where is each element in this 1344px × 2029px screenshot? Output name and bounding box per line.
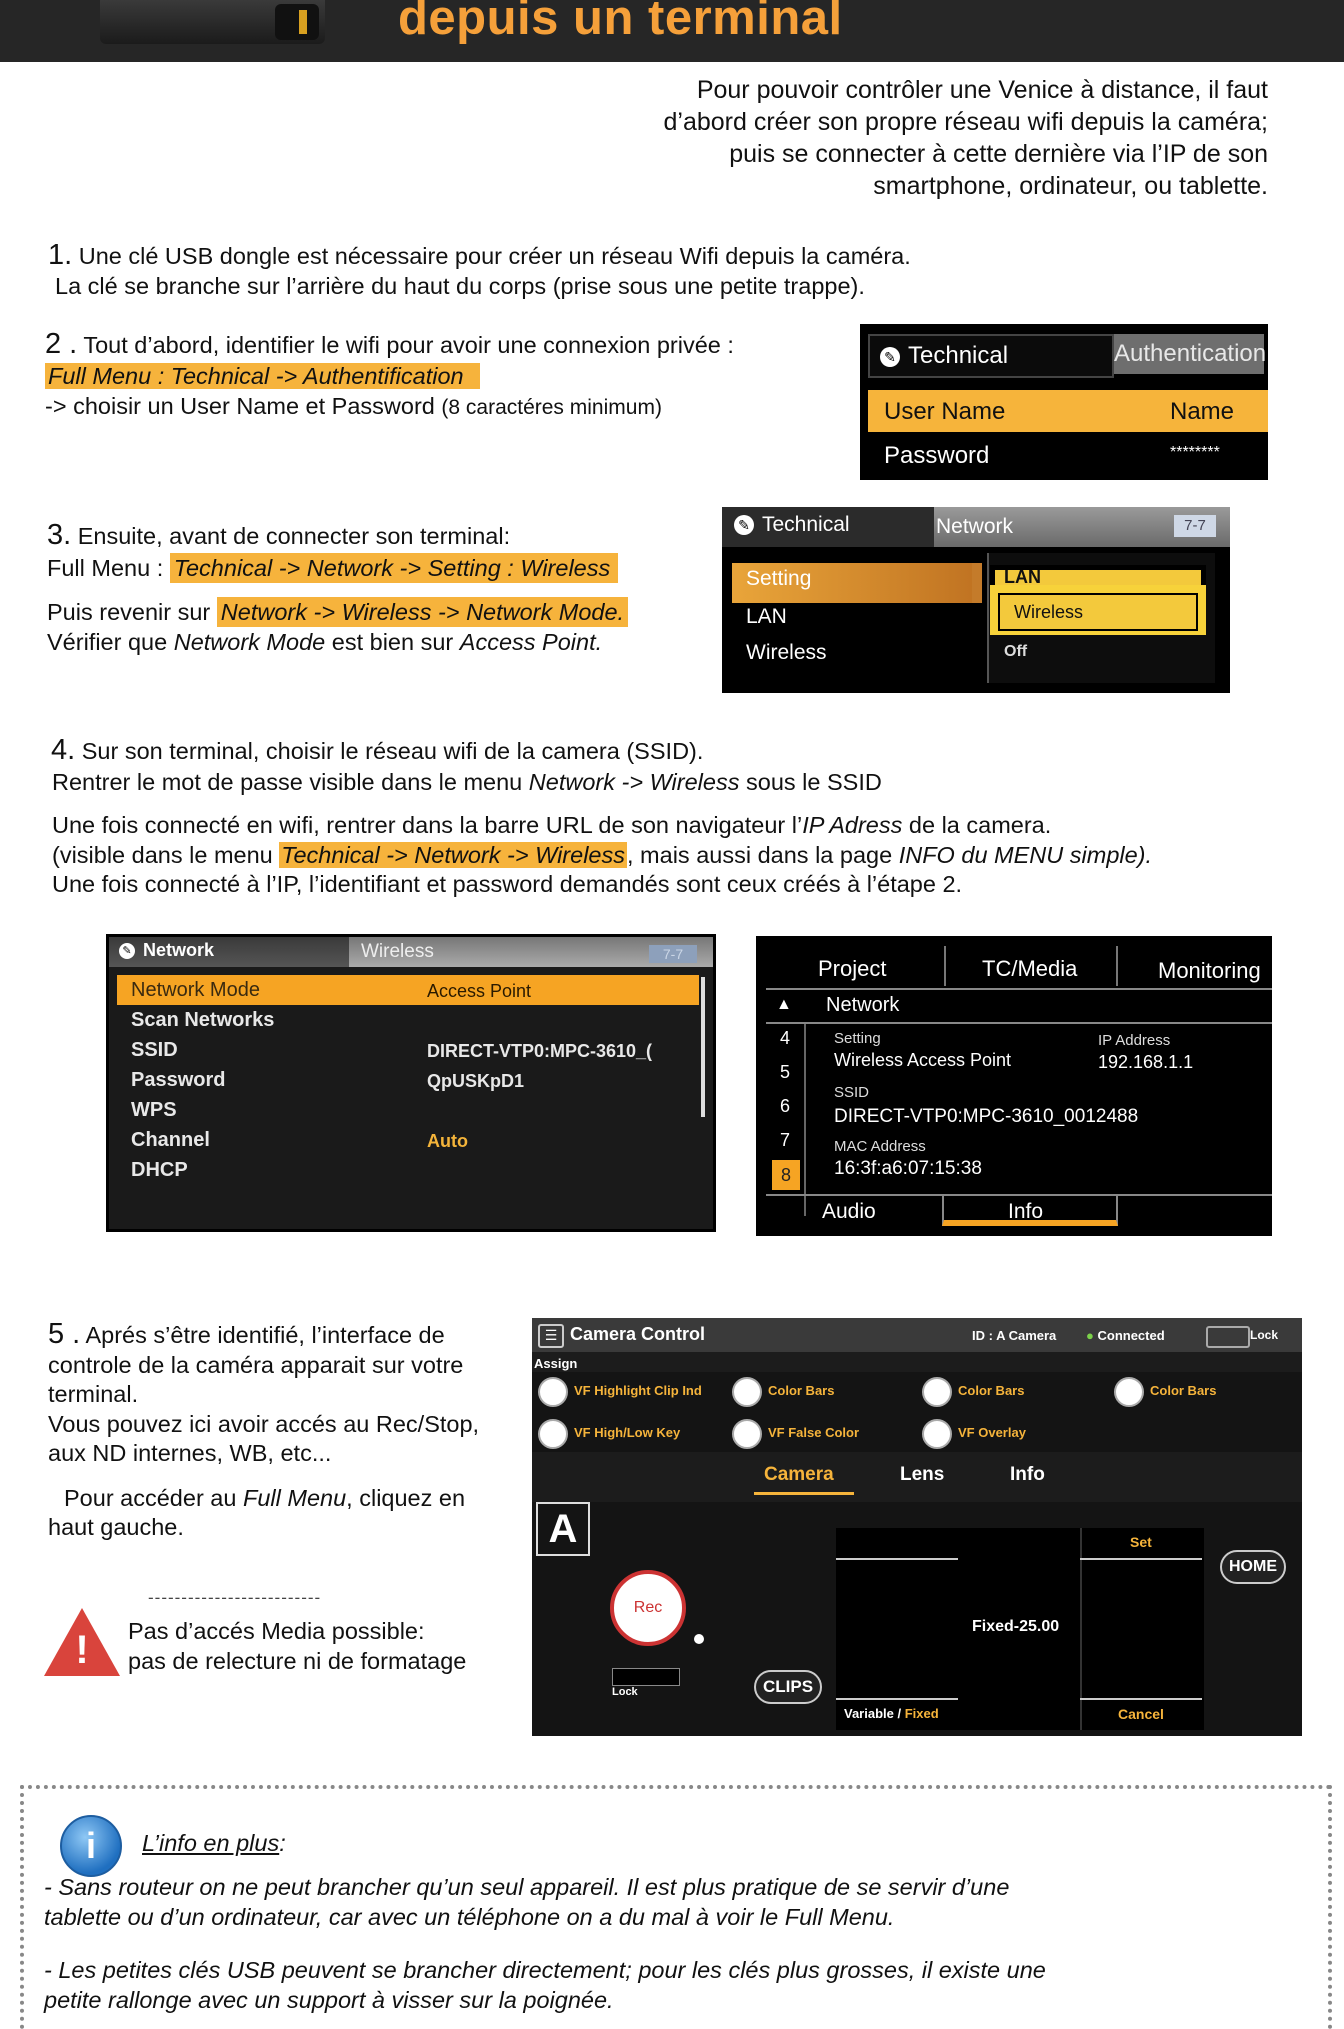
row-ssid-value: DIRECT-VTP0:MPC-3610_( — [427, 1041, 653, 1061]
tab-audio: Audio — [822, 1200, 876, 1223]
index-7: 7 — [780, 1130, 791, 1150]
step2: 2 . Tout d’abord, identifier le wifi pour avoir une connexion privée : — [45, 328, 734, 360]
title-network: ✎ Network — [119, 940, 214, 961]
assign-label: Assign — [534, 1356, 578, 1371]
rec-lock-toggle[interactable] — [612, 1668, 680, 1686]
fps-value[interactable]: Fixed-25.00 — [972, 1618, 1060, 1635]
row-network-mode-value: Access Point — [427, 981, 532, 1001]
wrench-icon: ✎ — [119, 943, 135, 959]
camera-control-screen — [532, 1318, 1302, 1736]
collapse-up-icon: ▲ — [776, 996, 792, 1013]
info-title: L’info en plus: — [142, 1830, 286, 1856]
tab-technical: ✎ Technical — [868, 334, 1114, 378]
assign-vf-false-color[interactable]: VF False Color — [732, 1416, 859, 1450]
camera-letter: A — [536, 1502, 590, 1556]
step3-line3: Puis revenir sur Network -> Wireless -> Network Mode. — [47, 597, 628, 627]
page-indicator: 7-7 — [1174, 515, 1216, 537]
section-network: Network — [826, 994, 900, 1016]
tab-project: Project — [818, 956, 887, 981]
row-password: Password ******** — [868, 434, 1268, 476]
setting-label: Setting — [834, 1030, 881, 1047]
info-p2-line1: - Les petites clés USB peuvent se brancher directement; pour les clés plus grosses, il existe une — [44, 1957, 1046, 1983]
wrench-icon: ✎ — [880, 347, 900, 367]
row-channel-value: Auto — [427, 1131, 468, 1151]
menu-item-lan: LAN — [746, 605, 787, 628]
assign-color-bars-3[interactable]: Color Bars — [1114, 1374, 1216, 1408]
row-ssid-label: SSID — [131, 1039, 178, 1061]
step1: 1. Une clé USB dongle est nécessaire pour créer un réseau Wifi depuis la caméra. — [48, 239, 911, 271]
screen-info-network — [756, 936, 1272, 1236]
step1-line2: La clé se branche sur l’arrière du haut du corps (prise sous une petite trappe). — [55, 273, 865, 299]
screen-network-wireless — [106, 934, 716, 1232]
title-wireless: Wireless — [361, 941, 434, 962]
step3: 3. Ensuite, avant de connecter son terminal: — [47, 519, 511, 551]
tab-network: Network — [936, 515, 1014, 538]
set-button[interactable]: Set — [1130, 1534, 1152, 1550]
intro-paragraph: Pour pouvoir contrôler une Venice à distance, il faut d’abord créer son propre réseau wifi depuis la caméra; puis se connecter à cette dernière via l’IP de son smartphone, ordinateur, ou tablette. — [663, 76, 1268, 200]
option-off: Off — [1004, 643, 1028, 660]
info-icon: i — [60, 1815, 122, 1877]
row-user-name: User Name Name — [868, 390, 1268, 432]
assign-vf-overlay[interactable]: VF Overlay — [922, 1416, 1026, 1450]
assign-vf-highlight[interactable]: VF Highlight Clip Ind — [538, 1374, 702, 1408]
camera-thumbnail — [100, 0, 325, 44]
row-dhcp: DHCP — [131, 1159, 188, 1181]
menu-item-setting: Setting — [746, 567, 812, 590]
lock-label: Lock — [1250, 1328, 1279, 1342]
tab-lens[interactable]: Lens — [900, 1464, 945, 1485]
cancel-button[interactable]: Cancel — [1118, 1706, 1164, 1722]
ip-label: IP Address — [1098, 1032, 1171, 1049]
info-p1-line2: tablette ou d’un ordinateur, car avec un téléphone on a du mal à voir le Full Menu. — [44, 1904, 895, 1930]
menu-item-wireless: Wireless — [746, 641, 827, 664]
warning-line1: Pas d’accés Media possible: — [128, 1618, 425, 1644]
step5: 5 . Aprés s’être identifié, l’interface de controle de la caméra apparait sur votre terminal. Vous pouvez ici avoir accés au Rec/Stop, aux ND internes, WB, etc... — [48, 1318, 480, 1466]
step3-line2: Full Menu : Technical -> Network -> Setting : Wireless — [47, 553, 618, 583]
mac-value: 16:3f:a6:07:15:38 — [834, 1158, 982, 1179]
step4: 4. Sur son terminal, choisir le réseau wifi de la camera (SSID). — [51, 734, 704, 766]
divider-dashes: -------------------------- — [148, 1588, 322, 1607]
lock-toggle[interactable] — [1206, 1326, 1250, 1348]
info-p1-line1: - Sans routeur on ne peut brancher qu’un seul appareil. Il est plus pratique de se servir d’une — [44, 1874, 1010, 1900]
row-channel-label: Channel — [131, 1129, 210, 1151]
step4-line5: Une fois connecté à l’IP, l’identifiant et password demandés sont ceux créés à l’étape 2. — [52, 871, 963, 897]
info-p2-line2: petite rallonge avec un support à visser sur la poignée. — [44, 1987, 614, 2013]
camera-id: ID : A Camera — [972, 1328, 1057, 1343]
screen-network-setting — [722, 507, 1230, 693]
row-scan-networks: Scan Networks — [131, 1009, 275, 1031]
home-button[interactable]: HOME — [1220, 1550, 1286, 1584]
step4-line3: Une fois connecté en wifi, rentrer dans la barre URL de son navigateur l’IP Adress de la camera. — [52, 812, 1052, 838]
row-password-label: Password — [131, 1069, 226, 1091]
clips-button[interactable]: CLIPS — [754, 1670, 822, 1704]
warning-line2: pas de relecture ni de formatage — [128, 1648, 467, 1674]
row-password-value: QpUSKpD1 — [427, 1071, 525, 1091]
tab-technical: ✎ Technical — [734, 513, 850, 537]
step5-full-menu-line: Pour accéder au Full Menu, cliquez en — [64, 1485, 466, 1511]
step5-line7: haut gauche. — [48, 1514, 184, 1540]
option-wireless: Wireless — [998, 593, 1198, 631]
assign-vf-high-low[interactable]: VF High/Low Key — [538, 1416, 680, 1450]
tab-authentication: Authentication — [1114, 334, 1264, 374]
tab-monitoring: Monitoring — [1158, 958, 1261, 983]
step3-line4: Vérifier que Network Mode est bien sur Access Point. — [47, 629, 603, 655]
wrench-icon: ✎ — [734, 515, 754, 535]
step4-line4: (visible dans le menu Technical -> Network -> Wireless, mais aussi dans la page INFO du MENU simple). — [52, 842, 1153, 868]
menu-icon[interactable]: ☰ — [538, 1324, 564, 1348]
status-dot-icon: ● — [1086, 1328, 1094, 1343]
page-title: depuis un terminal — [398, 0, 843, 45]
index-5: 5 — [780, 1062, 791, 1082]
connection-status: ● Connected — [1086, 1328, 1165, 1343]
tab-camera[interactable]: Camera — [764, 1464, 834, 1485]
mac-label: MAC Address — [834, 1138, 926, 1155]
tab-tc-media: TC/Media — [982, 956, 1078, 981]
ip-value: 192.168.1.1 — [1098, 1052, 1194, 1072]
setting-value: Wireless Access Point — [834, 1050, 1012, 1070]
index-8: 8 — [772, 1160, 800, 1190]
index-6: 6 — [780, 1096, 791, 1116]
screen-authentication — [860, 324, 1268, 480]
index-4: 4 — [780, 1028, 791, 1048]
step4-line2: Rentrer le mot de passe visible dans le menu Network -> Wireless sous le SSID — [52, 769, 882, 795]
step2-line3: -> choisir un User Name et Password (8 caractéres minimum) — [45, 393, 662, 419]
camera-control-title: Camera Control — [570, 1324, 706, 1344]
row-network-mode-label: Network Mode — [131, 979, 260, 1001]
ssid-value: DIRECT-VTP0:MPC-3610_0012488 — [834, 1106, 1139, 1127]
page-indicator: 7-7 — [649, 945, 697, 963]
rec-lock-label: Lock — [612, 1686, 638, 1698]
assign-color-bars-2[interactable]: Color Bars — [922, 1374, 1024, 1408]
ssid-label: SSID — [834, 1084, 870, 1101]
step2-menu-path: Full Menu : Technical -> Authentification — [45, 363, 480, 389]
option-lan: LAN — [1004, 567, 1041, 587]
rec-button[interactable]: Rec — [610, 1570, 686, 1646]
row-wps: WPS — [131, 1099, 177, 1121]
assign-color-bars-1[interactable]: Color Bars — [732, 1374, 834, 1408]
variable-fixed-toggle[interactable]: Variable / Fixed — [844, 1706, 939, 1721]
tab-info: Info — [1008, 1200, 1044, 1223]
tab-info[interactable]: Info — [1010, 1464, 1045, 1485]
